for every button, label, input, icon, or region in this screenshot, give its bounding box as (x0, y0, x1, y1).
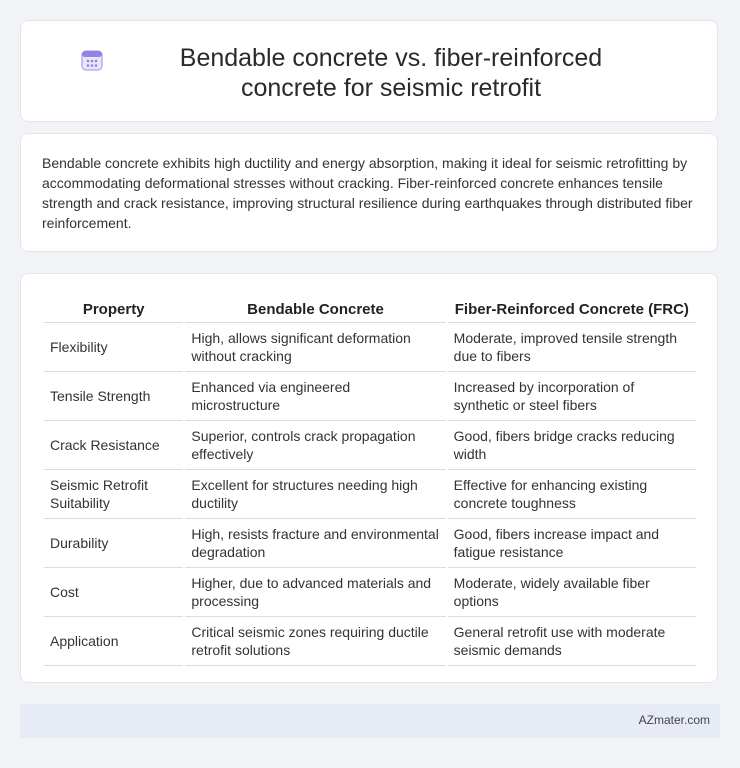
cell-property: Tensile Strength (44, 372, 183, 421)
cell-bendable: High, allows significant deformation without cracking (185, 323, 445, 372)
table-row (44, 372, 696, 421)
cell-bendable: High, resists fracture and environmental degradation (185, 519, 445, 568)
cell-frc: Good, fibers bridge cracks reducing width (448, 421, 696, 470)
table-row (44, 568, 696, 617)
cell-property: Cost (44, 568, 183, 617)
column-header-bendable: Bendable Concrete (185, 296, 445, 323)
column-header-frc: Fiber-Reinforced Concrete (FRC) (448, 296, 696, 323)
cell-property: Application (44, 617, 183, 666)
cell-property: Seismic Retrofit Suitability (44, 470, 183, 519)
cell-bendable: Critical seismic zones requiring ductile retrofit solutions (185, 617, 445, 666)
footer-bar (20, 704, 720, 738)
cell-bendable: Higher, due to advanced materials and processing (185, 568, 445, 617)
page-title: Bendable concrete vs. fiber-reinforced concrete for seismic retrofit (179, 44, 603, 102)
table-header-row (44, 296, 696, 323)
cell-property: Flexibility (44, 323, 183, 372)
cell-frc: Moderate, widely available fiber options (448, 568, 696, 617)
table-row (44, 323, 696, 372)
column-header-property: Property (44, 296, 183, 323)
cell-bendable: Superior, controls crack propagation effectively (185, 421, 445, 470)
cell-frc: Increased by incorporation of synthetic or steel fibers (448, 372, 696, 421)
summary-card (20, 133, 718, 252)
comparison-table (42, 296, 698, 666)
cell-bendable: Enhanced via engineered microstructure (185, 372, 445, 421)
cell-property: Crack Resistance (44, 421, 183, 470)
cell-frc: General retrofit use with moderate seismic demands (448, 617, 696, 666)
table-row (44, 470, 696, 519)
footer-brand-link[interactable]: AZmater.com (638, 713, 710, 727)
summary-text: Bendable concrete exhibits high ductility and energy absorption, making it ideal for seismic retrofitting by accommodating deformational stresses without cracking. Fiber-reinforced concrete enhances tensile strength and crack resistance, improving structural resilience during earthquakes through distributed fiber reinforcement. (42, 155, 693, 231)
table-row (44, 421, 696, 470)
cell-frc: Moderate, improved tensile strength due to fibers (448, 323, 696, 372)
title-card (20, 20, 718, 122)
cell-frc: Effective for enhancing existing concrete toughness (448, 470, 696, 519)
table-row (44, 519, 696, 568)
table-row (44, 617, 696, 666)
cell-property: Durability (44, 519, 183, 568)
cell-frc: Good, fibers increase impact and fatigue resistance (448, 519, 696, 568)
comparison-table-card (20, 273, 718, 683)
cell-bendable: Excellent for structures needing high ductility (185, 470, 445, 519)
